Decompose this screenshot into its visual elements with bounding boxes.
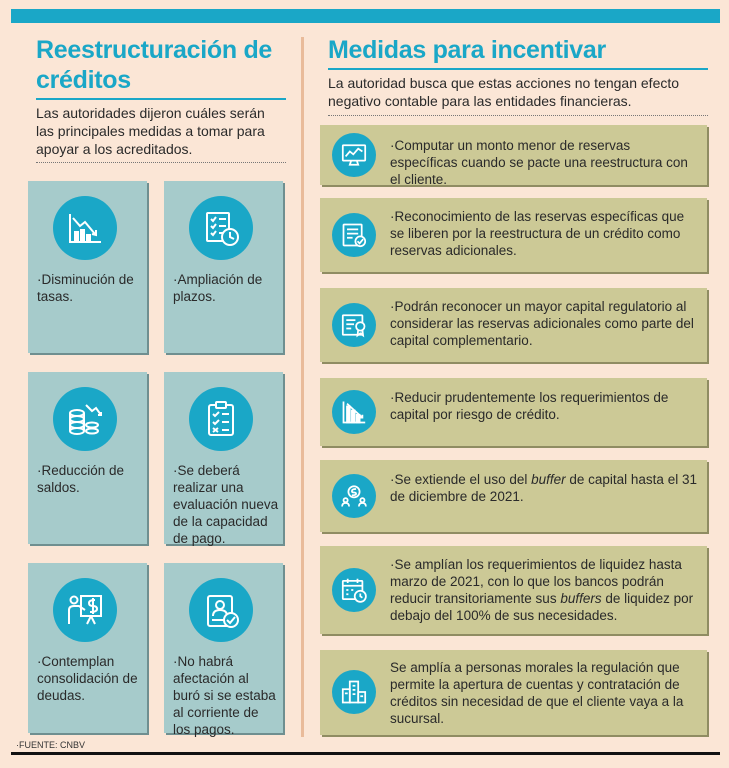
measure-item-2	[320, 198, 707, 272]
card-text: ·Contemplan consolidación de deudas.	[37, 654, 138, 703]
top-accent-bar	[11, 9, 720, 23]
measure-text: ·Reconocimiento de las reservas específicas que se liberen por la reestructura de un crédito como reservas adicionales.	[390, 209, 685, 258]
checklist-clock-icon	[189, 196, 253, 260]
measure-text: ·Reducir prudentemente los requerimientos de capital por riesgo de crédito.	[390, 390, 669, 422]
presentation-dollar-icon	[53, 578, 117, 642]
card-evaluacion	[164, 372, 283, 544]
card-disminucion-tasas	[28, 181, 147, 353]
left-title-rule	[36, 98, 286, 100]
money-people-icon	[332, 474, 376, 518]
measure-item-5	[320, 460, 707, 532]
certificate-icon	[332, 303, 376, 347]
bottom-rule	[11, 752, 720, 755]
calendar-clock-icon	[332, 568, 376, 612]
card-buro	[164, 563, 283, 737]
left-intro-rule	[36, 162, 286, 163]
measure-item-6	[320, 546, 707, 634]
column-divider	[301, 37, 304, 737]
right-intro-rule	[328, 115, 708, 116]
right-title: Medidas para incentivar	[328, 36, 606, 64]
measure-item-4	[320, 378, 707, 446]
card-text: ·Ampliación de plazos.	[173, 272, 263, 304]
clipboard-check-icon	[189, 387, 253, 451]
right-title-rule	[328, 68, 708, 70]
card-ampliacion-plazos	[164, 181, 283, 353]
measure-text: ·Computar un monto menor de reservas específicas cuando se pacte una reestructura con el cliente.	[390, 138, 688, 187]
bar-chart-down-icon	[332, 390, 376, 434]
chart-down-icon	[53, 196, 117, 260]
monitor-chart-icon	[332, 133, 376, 177]
id-badge-check-icon	[189, 578, 253, 642]
card-consolidacion	[28, 563, 147, 733]
measure-item-1	[320, 125, 707, 185]
document-check-icon	[332, 213, 376, 257]
measure-item-7	[320, 650, 707, 735]
card-text: ·No habrá afectación al buró si se estaba al corriente de los pagos.	[173, 654, 276, 737]
measure-text: ·Se extiende el uso del buffer de capital hasta el 31 de diciembre de 2021.	[390, 472, 697, 504]
measure-text: ·Se amplían los requerimientos de liquidez hasta marzo de 2021, con lo que los bancos podrán reducir transitoriamente sus buffers de liquidez por debajo del 100% de sus necesidades.	[390, 557, 694, 623]
left-title: Reestructuración de créditos	[36, 36, 273, 94]
card-text: ·Disminución de tasas.	[37, 272, 134, 304]
measure-item-3	[320, 288, 707, 362]
card-text: ·Reducción de saldos.	[37, 463, 125, 495]
measure-text: ·Podrán reconocer un mayor capital regulatorio al considerar las reservas adicionales como parte del capital complementario.	[390, 299, 694, 348]
buildings-icon	[332, 670, 376, 714]
card-text: ·Se deberá realizar una evaluación nueva de la capacidad de pago.	[173, 463, 279, 546]
coins-down-icon	[53, 387, 117, 451]
left-intro: Las autoridades dijeron cuáles serán las principales medidas a tomar para apoyar a los acreditados.	[36, 105, 265, 157]
measure-text: Se amplía a personas morales la regulación que permite la apertura de cuentas y contratación de créditos sin necesidad de que el cliente vaya a la sucursal.	[390, 660, 684, 726]
right-intro: La autoridad busca que estas acciones no tengan efecto negativo contable para las entidades financieras.	[328, 75, 680, 109]
source-note: ·FUENTE: CNBV	[16, 740, 86, 750]
card-reduccion-saldos	[28, 372, 147, 544]
